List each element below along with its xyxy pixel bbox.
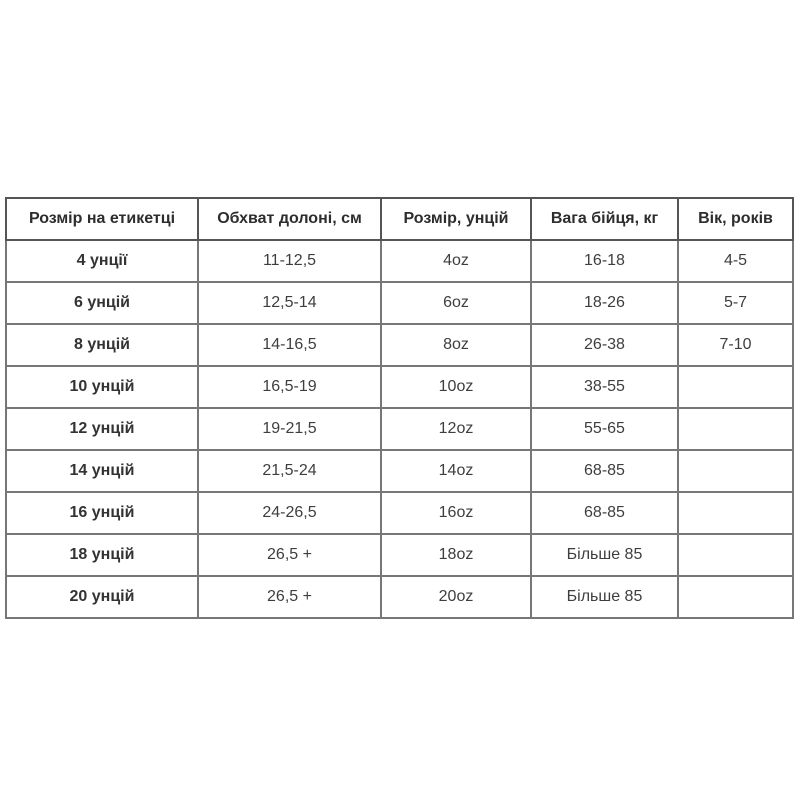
table-cell-age: 7-10 (678, 324, 793, 366)
table-cell-oz: 12oz (381, 408, 531, 450)
table-row (6, 492, 793, 534)
table-cell-weight: 16-18 (531, 240, 678, 282)
table-row (6, 366, 793, 408)
table-cell-weight: Більше 85 (531, 576, 678, 618)
table-cell-label: 18 унцій (6, 534, 198, 576)
table-row (6, 408, 793, 450)
table-cell-weight: 68-85 (531, 492, 678, 534)
table-cell-palm: 16,5-19 (198, 366, 381, 408)
glove-size-table (5, 197, 794, 619)
table-cell-oz: 18oz (381, 534, 531, 576)
table-cell-palm: 19-21,5 (198, 408, 381, 450)
table-cell-palm: 24-26,5 (198, 492, 381, 534)
table-row (6, 282, 793, 324)
table-cell-label: 4 унції (6, 240, 198, 282)
table-cell-weight: 55-65 (531, 408, 678, 450)
table-cell-weight: Більше 85 (531, 534, 678, 576)
table-cell-label: 16 унцій (6, 492, 198, 534)
table-cell-age (678, 450, 793, 492)
table-cell-palm: 21,5-24 (198, 450, 381, 492)
table-cell-palm: 26,5 + (198, 576, 381, 618)
column-header-label-size: Розмір на етикетці (6, 198, 198, 240)
table-cell-label: 10 унцій (6, 366, 198, 408)
table-cell-label: 14 унцій (6, 450, 198, 492)
column-header-fighter-weight: Вага бійця, кг (531, 198, 678, 240)
table-cell-label: 12 унцій (6, 408, 198, 450)
table-cell-age (678, 366, 793, 408)
table-cell-oz: 8oz (381, 324, 531, 366)
table-cell-label: 8 унцій (6, 324, 198, 366)
table-cell-oz: 4oz (381, 240, 531, 282)
table-cell-age (678, 408, 793, 450)
table-row (6, 240, 793, 282)
table-row (6, 534, 793, 576)
size-table-container (5, 197, 792, 619)
table-cell-oz: 20oz (381, 576, 531, 618)
header-row (6, 198, 793, 240)
table-row (6, 450, 793, 492)
table-row (6, 576, 793, 618)
table-cell-oz: 6oz (381, 282, 531, 324)
table-cell-weight: 38-55 (531, 366, 678, 408)
table-cell-oz: 16oz (381, 492, 531, 534)
table-cell-palm: 14-16,5 (198, 324, 381, 366)
table-cell-weight: 26-38 (531, 324, 678, 366)
column-header-age-years: Вік, років (678, 198, 793, 240)
table-row (6, 324, 793, 366)
table-cell-oz: 14oz (381, 450, 531, 492)
table-cell-age (678, 534, 793, 576)
table-cell-palm: 26,5 + (198, 534, 381, 576)
table-cell-age (678, 576, 793, 618)
table-cell-weight: 18-26 (531, 282, 678, 324)
table-cell-label: 20 унцій (6, 576, 198, 618)
table-cell-oz: 10oz (381, 366, 531, 408)
column-header-size-oz: Розмір, унцій (381, 198, 531, 240)
table-cell-age (678, 492, 793, 534)
table-cell-label: 6 унцій (6, 282, 198, 324)
table-cell-palm: 11-12,5 (198, 240, 381, 282)
table-cell-weight: 68-85 (531, 450, 678, 492)
column-header-palm-circumference: Обхват долоні, см (198, 198, 381, 240)
table-cell-age: 4-5 (678, 240, 793, 282)
table-cell-palm: 12,5-14 (198, 282, 381, 324)
table-cell-age: 5-7 (678, 282, 793, 324)
